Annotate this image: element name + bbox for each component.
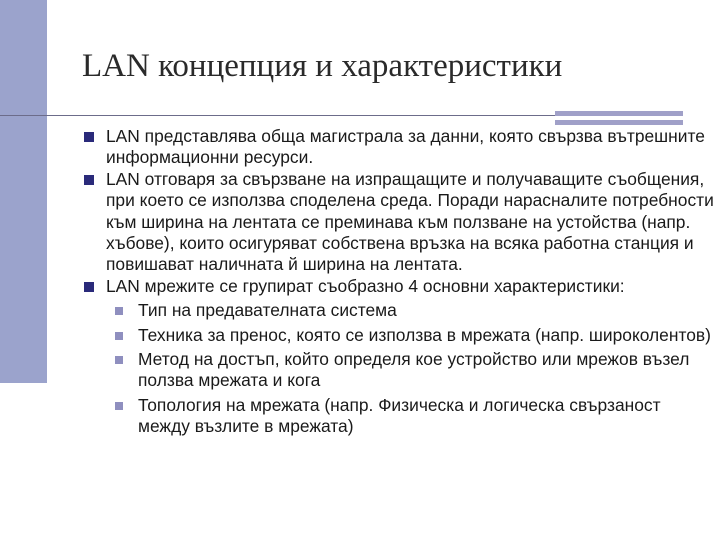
square-bullet-icon [84,282,94,292]
sub-bullet-text: Топология на мрежата (напр. Физическа и логическа свързаност между възлите в мрежата) [138,394,661,437]
sub-bullet-item [84,325,714,346]
square-bullet-icon [84,132,94,142]
square-sub-bullet-icon [115,356,123,364]
slide-title: LAN концепция и характеристики [82,48,563,84]
bullet-item [84,126,714,169]
slide-body [84,126,714,441]
sub-bullet-text: Метод на достъп, който определя кое устройство или мрежов възел ползва мрежата и кога [138,349,690,391]
square-sub-bullet-icon [115,402,123,410]
bullet-text: LAN мрежите се групират съобразно 4 основни характеристики: [106,275,625,296]
bullet-text: LAN отговаря за свързване на изпращащите и получаващите съобщения, при което се използва споделена среда. Поради нарасналите потребности към ширина на лентата се преминава към ползване на устойства (напр. хъбове), които осигуряват собствена връзка на всяка работна станция и повишават наличната й ширина на лентата. [106,168,714,275]
title-divider [0,115,645,116]
bullet-item [84,169,714,276]
sub-bullet-list [84,300,714,437]
sub-bullet-item [84,300,714,321]
square-sub-bullet-icon [115,332,123,340]
bullet-item [84,276,714,297]
title-divider-accent-top [555,111,683,116]
sub-bullet-text: Техника за пренос, която се използва в мрежата (напр. широколентов) [138,324,711,345]
square-bullet-icon [84,175,94,185]
title-divider-accent-bottom [555,120,683,125]
left-accent-bar [0,0,47,383]
bullet-text: LAN представлява обща магистрала за данни, която свързва вътрешните информационни ресурси. [106,126,705,168]
sub-bullet-text: Тип на предавателната система [138,300,397,321]
square-sub-bullet-icon [115,307,123,315]
sub-bullet-item [84,349,714,392]
sub-bullet-item [84,395,714,438]
